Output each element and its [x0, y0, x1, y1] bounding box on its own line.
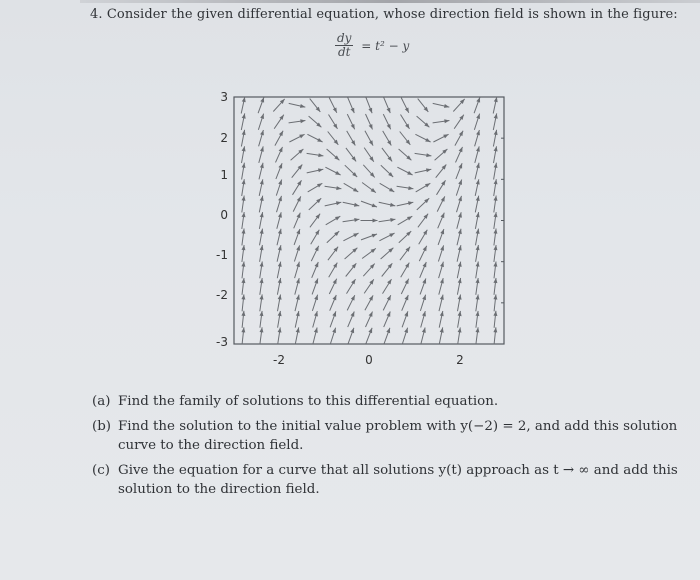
direction-arrow: [295, 327, 299, 344]
direction-arrow: [475, 130, 480, 146]
direction-arrow: [476, 327, 480, 344]
direction-arrow: [458, 295, 462, 312]
direction-arrow: [493, 311, 497, 328]
direction-arrow: [311, 230, 320, 245]
direction-arrow: [330, 295, 337, 311]
direction-arrow: [437, 180, 446, 195]
direction-arrow: [438, 213, 445, 229]
problem-number: 4.: [90, 7, 103, 22]
direction-arrow: [260, 245, 264, 262]
direction-arrow: [278, 327, 282, 344]
direction-arrow: [438, 229, 444, 245]
direction-arrow: [475, 179, 480, 196]
direction-arrow: [259, 146, 264, 163]
direction-arrow: [415, 153, 432, 157]
direction-arrow: [439, 262, 444, 278]
direction-arrow: [365, 131, 373, 146]
direction-field-canvas: [190, 80, 520, 380]
direction-arrow: [366, 312, 373, 327]
direction-arrow: [326, 216, 341, 225]
direction-arrow: [397, 201, 414, 206]
direction-arrow: [457, 196, 462, 212]
direction-arrow: [384, 328, 390, 344]
direction-arrow: [307, 168, 324, 173]
direction-arrow: [493, 278, 497, 295]
direction-arrow: [415, 134, 430, 142]
direction-arrow: [291, 149, 304, 160]
direction-arrow: [476, 311, 480, 328]
direction-arrow: [289, 103, 306, 108]
direction-arrow: [346, 263, 357, 276]
direction-arrow: [329, 98, 337, 113]
direction-arrow: [418, 214, 428, 228]
direction-arrow: [454, 115, 464, 129]
direction-arrow: [313, 311, 318, 327]
direction-arrow: [456, 147, 463, 163]
direction-arrow: [241, 278, 245, 295]
direction-arrow: [275, 131, 283, 146]
direction-arrow: [241, 97, 246, 114]
direction-arrow: [397, 167, 412, 175]
direction-arrow: [348, 97, 355, 113]
direction-arrow: [345, 248, 358, 259]
direction-arrow: [476, 245, 480, 262]
direction-arrow: [494, 229, 498, 246]
direction-arrow: [241, 113, 245, 130]
part-text: Find the solution to the initial value problem with y(−2) = 2, and add this solution curve to the direction field.: [118, 419, 678, 453]
y-tick-label: -3: [216, 335, 228, 349]
direction-arrow: [343, 233, 358, 241]
direction-arrow: [294, 213, 301, 229]
x-tick-label: -2: [273, 353, 285, 367]
direction-arrow: [276, 147, 283, 163]
direction-arrow: [242, 179, 246, 196]
x-tick-label: 2: [456, 353, 464, 367]
direction-arrow: [277, 245, 282, 262]
direction-arrow: [242, 196, 246, 213]
part-label: (b): [92, 419, 112, 434]
direction-arrow: [276, 180, 282, 196]
direction-arrow: [398, 216, 413, 225]
direction-arrow: [493, 97, 498, 114]
direction-arrow: [347, 114, 354, 129]
direction-arrow: [366, 97, 372, 113]
direction-arrow: [310, 99, 321, 112]
direction-arrow: [295, 295, 300, 312]
direction-arrow: [259, 130, 264, 146]
direction-arrow: [476, 262, 480, 279]
direction-arrow: [289, 119, 306, 123]
direction-arrow: [475, 163, 480, 180]
direction-arrow: [439, 327, 443, 344]
direction-arrow: [295, 311, 300, 328]
question-parts: [92, 392, 692, 505]
direction-arrow: [476, 229, 480, 246]
direction-arrow: [307, 134, 322, 142]
direction-arrow: [381, 248, 394, 259]
direction-arrow: [347, 295, 355, 310]
direction-arrow: [365, 295, 373, 310]
direction-arrow: [379, 218, 396, 222]
direction-arrow: [346, 148, 356, 162]
differential-equation: [335, 32, 409, 59]
direction-arrow: [437, 196, 445, 211]
direction-arrow: [327, 231, 339, 243]
direction-arrow: [310, 214, 320, 228]
y-tick-label: 0: [220, 208, 228, 222]
page-edge-shadow: [80, 0, 700, 3]
direction-arrow: [277, 262, 281, 279]
direction-arrow: [455, 131, 463, 146]
direction-arrow: [325, 167, 340, 175]
direction-arrow: [401, 279, 408, 294]
direction-arrow: [325, 201, 342, 206]
direction-arrow: [295, 278, 300, 295]
direction-arrow: [260, 278, 264, 295]
direction-arrow: [361, 201, 377, 207]
direction-arrow: [475, 212, 479, 229]
direction-arrow: [433, 103, 450, 108]
direction-arrow: [366, 114, 373, 129]
direction-arrow: [474, 114, 480, 130]
direction-arrow: [383, 279, 392, 294]
direction-arrow: [278, 295, 282, 312]
direction-arrow: [493, 262, 497, 279]
y-tick-label: -1: [216, 248, 228, 262]
direction-arrow: [364, 279, 374, 293]
direction-arrow: [242, 146, 246, 163]
direction-arrow: [381, 165, 393, 177]
direction-arrow: [417, 116, 430, 127]
fraction-denominator: dt: [337, 45, 351, 59]
direction-arrow: [379, 233, 394, 241]
direction-arrow: [313, 328, 318, 345]
direction-arrow: [436, 165, 447, 178]
direction-arrow: [380, 183, 395, 192]
y-tick-label: 1: [220, 168, 228, 182]
direction-arrow: [458, 311, 462, 328]
direction-arrow: [474, 97, 480, 113]
direction-arrow: [241, 262, 245, 279]
direction-arrow: [242, 212, 246, 229]
direction-arrow: [418, 99, 429, 112]
direction-arrow: [312, 278, 318, 294]
direction-arrow: [384, 97, 391, 113]
direction-arrow: [475, 146, 480, 163]
direction-arrow: [439, 295, 444, 312]
direction-arrow: [329, 263, 338, 278]
y-tick-label: 2: [220, 131, 228, 145]
direction-arrow: [421, 328, 426, 345]
direction-arrow: [399, 231, 411, 243]
direction-arrow: [400, 247, 410, 261]
direction-arrow: [417, 198, 429, 210]
direction-arrow: [327, 149, 340, 160]
direction-arrow: [453, 99, 464, 112]
direction-arrow: [456, 180, 462, 196]
direction-arrow: [277, 278, 281, 295]
direction-arrow: [382, 263, 393, 276]
direction-arrow: [312, 295, 318, 311]
direction-arrow: [307, 153, 324, 157]
direction-arrow: [439, 278, 444, 295]
direction-arrow: [397, 186, 414, 190]
direction-arrow: [457, 212, 462, 228]
direction-arrow: [276, 163, 282, 179]
direction-arrow: [343, 202, 360, 207]
question-part-b: [92, 417, 692, 455]
direction-arrow: [493, 113, 497, 130]
problem-statement: Consider the given differential equation, whose direction field is shown in the figure:: [106, 7, 678, 22]
direction-arrow: [260, 229, 264, 246]
direction-arrow: [293, 196, 301, 211]
direction-arrow: [366, 328, 372, 344]
direction-arrow: [401, 115, 410, 129]
direction-arrow: [435, 149, 448, 160]
direction-arrow: [289, 134, 304, 142]
direction-arrow: [494, 146, 498, 163]
direction-arrow: [273, 99, 284, 112]
direction-arrow: [328, 132, 339, 145]
direction-arrow: [260, 262, 264, 279]
problem-header: [90, 7, 678, 22]
direction-field-plot: [190, 80, 520, 380]
direction-arrow: [241, 327, 245, 344]
direction-arrow: [364, 148, 374, 162]
direction-arrow: [258, 97, 264, 113]
direction-arrow: [242, 229, 246, 246]
direction-arrow: [419, 246, 426, 261]
direction-arrow: [399, 149, 412, 160]
direction-arrow: [329, 115, 338, 129]
direction-arrow: [383, 114, 390, 129]
direction-arrow: [457, 278, 461, 295]
part-label: (c): [92, 463, 110, 478]
equation-rhs: = t² − y: [361, 38, 410, 53]
direction-arrow: [345, 165, 357, 177]
direction-arrow: [259, 196, 263, 213]
direction-arrow: [476, 294, 480, 311]
direction-arrow: [343, 218, 360, 222]
direction-arrow: [312, 262, 319, 278]
direction-arrow: [292, 165, 303, 178]
direction-arrow: [293, 180, 302, 195]
direction-arrow: [259, 179, 264, 196]
direction-arrow: [363, 264, 374, 277]
direction-arrow: [476, 278, 480, 295]
direction-arrow: [294, 245, 300, 261]
direction-arrow: [457, 229, 462, 246]
direction-arrow: [457, 262, 461, 279]
direction-arrow: [493, 294, 497, 311]
direction-arrow: [344, 183, 359, 192]
direction-arrow: [260, 311, 264, 328]
direction-arrow: [494, 212, 498, 229]
direction-arrow: [260, 294, 264, 311]
question-part-c: [92, 461, 692, 499]
direction-arrow: [277, 196, 282, 212]
direction-arrow: [494, 179, 498, 196]
part-text: Give the equation for a curve that all solutions y(t) approach as t → ∞ and add this solution to the direction field.: [118, 463, 678, 497]
direction-arrow: [330, 328, 336, 344]
direction-arrow: [384, 312, 391, 328]
derivative-fraction: [335, 32, 353, 59]
direction-arrow: [308, 183, 323, 192]
direction-arrow: [325, 186, 342, 190]
direction-arrow: [433, 119, 450, 123]
direction-arrow: [241, 311, 245, 328]
direction-arrow: [439, 311, 444, 328]
direction-arrow: [383, 295, 391, 310]
x-tick-label: 0: [365, 353, 373, 367]
direction-arrow: [415, 168, 432, 173]
direction-arrow: [277, 212, 282, 228]
direction-arrow: [241, 130, 245, 147]
direction-arrow: [420, 278, 426, 294]
fraction-numerator: dy: [337, 31, 352, 45]
direction-arrow: [347, 279, 356, 294]
direction-arrow: [402, 295, 409, 311]
direction-arrow: [277, 229, 282, 246]
direction-arrow: [401, 98, 409, 113]
direction-arrow: [402, 311, 408, 327]
direction-arrow: [433, 134, 448, 142]
part-text: Find the family of solutions to this differential equation.: [118, 394, 499, 409]
direction-arrow: [362, 248, 376, 258]
direction-arrow: [363, 165, 374, 178]
direction-arrow: [402, 328, 408, 344]
direction-arrow: [457, 245, 462, 262]
direction-arrow: [416, 183, 431, 192]
part-label: (a): [92, 394, 111, 409]
direction-arrow: [348, 328, 354, 344]
direction-arrow: [259, 163, 264, 180]
direction-arrow: [295, 262, 300, 278]
direction-arrow: [419, 230, 428, 245]
direction-arrow: [379, 202, 396, 207]
direction-arrow: [475, 196, 479, 213]
direction-arrow: [309, 116, 322, 127]
direction-arrow: [493, 327, 497, 344]
direction-arrow: [362, 183, 376, 193]
direction-arrow: [494, 196, 498, 213]
direction-arrow: [242, 245, 246, 262]
direction-arrow: [494, 163, 498, 180]
direction-arrow: [458, 327, 462, 344]
direction-arrow: [401, 263, 410, 278]
direction-arrow: [382, 148, 392, 162]
direction-arrow: [438, 245, 444, 261]
direction-arrow: [328, 247, 338, 261]
y-tick-label: 3: [220, 90, 228, 104]
direction-arrow: [456, 163, 462, 179]
direction-arrow: [420, 295, 426, 311]
direction-arrow: [258, 114, 264, 130]
direction-arrow: [420, 262, 427, 278]
direction-arrow: [494, 245, 498, 262]
direction-arrow: [241, 294, 245, 311]
y-tick-label: -2: [216, 288, 228, 302]
direction-arrow: [347, 131, 356, 146]
direction-arrow: [294, 229, 300, 245]
direction-arrow: [383, 131, 392, 146]
direction-arrow: [278, 311, 282, 328]
direction-arrow: [260, 327, 264, 344]
direction-arrow: [259, 212, 263, 229]
direction-arrow: [361, 234, 377, 240]
direction-arrow: [421, 311, 426, 327]
question-part-a: [92, 392, 692, 411]
direction-arrow: [348, 312, 355, 328]
direction-arrow: [493, 130, 497, 147]
direction-arrow: [329, 279, 336, 294]
direction-arrow: [330, 311, 336, 327]
direction-arrow: [309, 198, 321, 210]
direction-arrow: [274, 115, 284, 129]
direction-arrow: [242, 163, 246, 180]
direction-arrow: [361, 219, 378, 223]
direction-arrow: [311, 246, 318, 261]
direction-arrow: [400, 132, 411, 145]
